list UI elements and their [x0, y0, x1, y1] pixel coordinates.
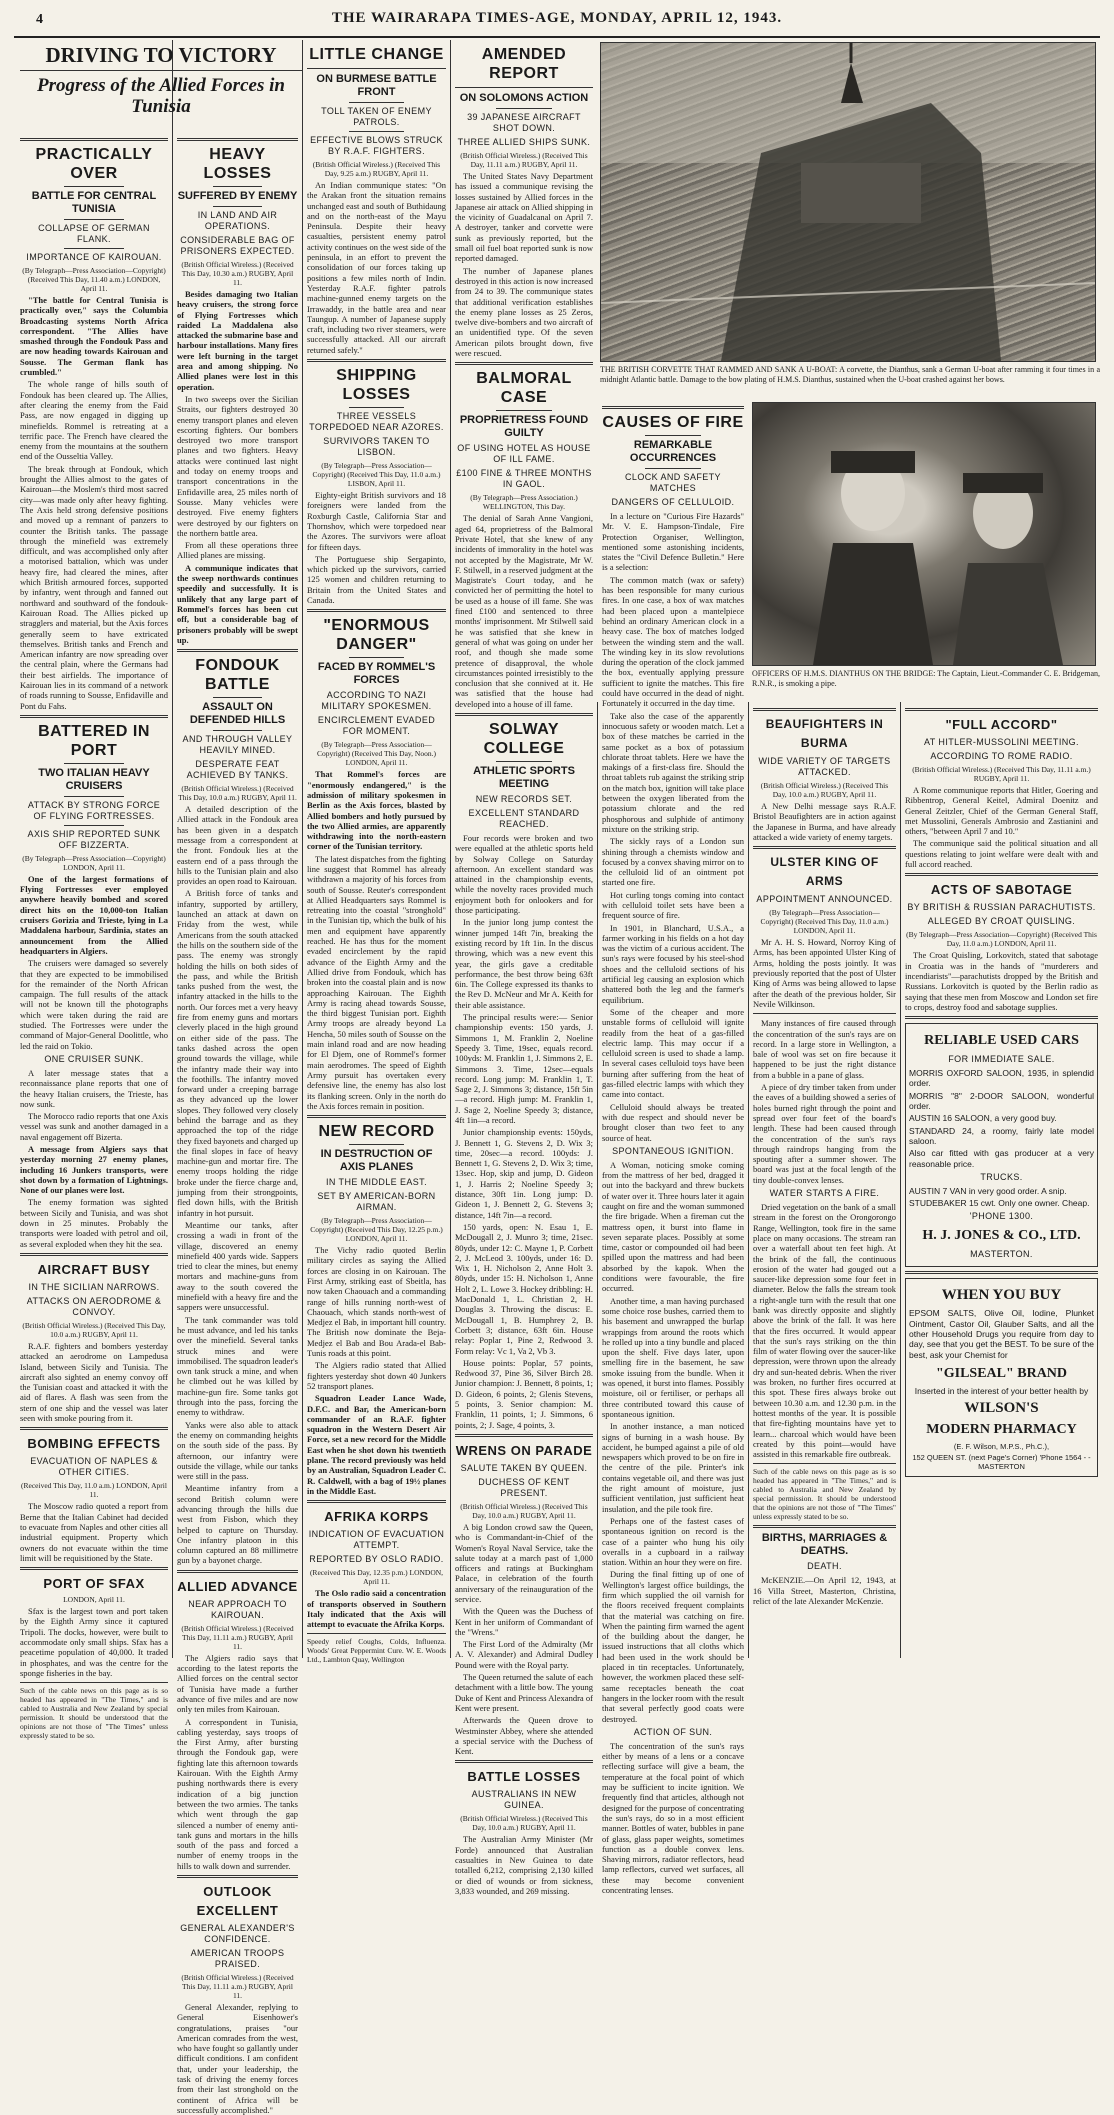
ad-line: STANDARD 24, a roomy, fairly late model saloon. [909, 1125, 1094, 1146]
dateline: (British Official Wireless.) (Received This Day, 11.11 a.m.) RUGBY, April 11. [181, 1623, 294, 1651]
dateline: (Received This Day, 11.0 a.m.) LONDON, April 11. [21, 1481, 167, 1500]
dateline: (By Telegraph—Press Association—Copyright) LONDON, April 11. [22, 853, 166, 872]
deck: AUSTRALIANS IN NEW GUINEA. [471, 1789, 577, 1811]
paragraph: General Alexander, replying to General Eisenhower's congratulations, praises "our American comrades from the west, who have fought so gallantly under difficult conditions. I am confident that, under your leadership, the task of driving the enemy forces from their last stronghold on the continent of Africa will be successfully accomplished." [177, 2002, 298, 2115]
deck: AT HITLER-MUSSOLINI MEETING. [924, 737, 1079, 747]
paragraph: In two sweeps over the Sicilian Straits, our fighters destroyed 30 enemy transport planes and eleven escorting fighters. Our bombers destroyed two more transport planes and two fighters. Heavy attacks were continued last night and today on enemy troops and transport concentrations in the Enfidaville area, 25 miles north of Sousse. Many vehicles were destroyed. Five enemy fighters were destroyed by our fighters on the northern battle area. [177, 393, 298, 538]
causes-of-fire-headline: CAUSES OF FIRE [602, 414, 744, 431]
dateline: (British Official Wireless.) (Received This Day, 10.0 a.m.) RUGBY, April 11. [760, 781, 889, 799]
afrika-korps-headline: AFRIKA KORPS [324, 1509, 429, 1525]
deck: APPOINTMENT ANNOUNCED. [756, 894, 893, 905]
deck: SALUTE TAKEN BY QUEEN. [460, 1462, 588, 1473]
paragraph: A New Delhi message says R.A.F. Bristol Beaufighters are in action against the Japanese in Burma, and have already attacked a wide variety of enemy targets. [753, 801, 896, 842]
paragraph: The concentration of the sun's rays either by means of a lens or a concave reflecting surface will give a beam, the temperature at the focal point of which may be sufficient to incite ignition. We frequently find that articles, although not designed for the purpose of concentrating the sun's rays, do so in a most efficient manner. Bottles of water, bubbles in pane of glass, glass paper weights, sometimes function as a double convex lens. Shaving mirrors, radiator reflectors, head lamp reflectors, curved wet surfaces, all these may become convenient concentrating lenses. [602, 1740, 744, 1895]
ad-owner: (E. F. Wilson, M.P.S., Ph.C.), [953, 1442, 1050, 1452]
deck: £100 FINE & THREE MONTHS IN GAOL. [456, 468, 592, 490]
deck: ALLEGED BY CROAT QUISLING. [927, 916, 1076, 927]
paragraph: The Vichy radio quoted Berlin military circles as saying the Allied forces are closing in on Kairouan. The First Army, striking east of Sbeitla, has now taken Chaouach and a commanding range of hills running north-west of Chaouach, which stands north-west of Medjez el Bab, in important hill country. The British now dominate the Beja-Medjez el Bab and Bou Arada-el Bab-Tunis roads at this point. [307, 1245, 446, 1359]
notices-header: BIRTHS, MARRIAGES & DEATHS. [761, 1532, 888, 1558]
paragraph: A later message states that a reconnaissance plane reports that one of the heavy Italian cruisers, the Trieste, has now sunk. [20, 1067, 168, 1109]
ad-sub: FOR IMMEDIATE SALE. [948, 1054, 1055, 1065]
allied-advance-headline: ALLIED ADVANCE [177, 1578, 298, 1594]
pharmacy-ad [905, 1278, 1098, 1477]
paragraph: Besides damaging two Italian heavy cruisers, the strong force of Flying Fortresses which raided La Maddalena also attacked the submarine base and harbour installations. Many fires were left burning in the target area and among shipping. No Allied planes were lost in this operation. [177, 289, 298, 392]
deck: ATTACK BY STRONG FORCE OF FLYING FORTRESSES. [27, 799, 161, 821]
banner-subheadline: Progress of the Allied Forces in Tunisia [37, 75, 285, 117]
deck: SET BY AMERICAN-BORN AIRMAN. [317, 1191, 436, 1213]
officers-illustration [753, 403, 1095, 665]
wrens-headline: WRENS ON PARADE [455, 1442, 593, 1458]
paragraph: In 1901, in Blanchard, U.S.A., a farmer working in his fields on a hot day was the victim of a curious accident. The sun's rays were focused by his steel-shod shoes and the celluloid sections of his artificial leg causing an explosion which shattered both the leg and the farmer's equilibrium. [602, 922, 744, 1005]
ad-town: MASTERTON. [970, 1249, 1033, 1260]
deck: EXCELLENT STANDARD REACHED. [468, 807, 580, 829]
paragraph: A big London crowd saw the Queen, who is Commandant-in-Chief of the Women's Royal Naval Service, take the salute today at a march past of 1,000 officers and ratings at Buckingham Palace, in celebration of the fourth anniversary of the reinauguration of the service. [455, 1521, 593, 1604]
deck: EFFECTIVE BLOWS STRUCK BY R.A.F. FIGHTERS. [310, 135, 443, 156]
paragraph: Perhaps one of the fastest cases of spontaneous ignition on record is the case of a painter who hung his oily overalls in a cupboard in a railway station. Within an hour they were on fire. [602, 1515, 744, 1568]
paragraph: A British force of tanks and infantry, supported by artillery, launched an attack at dawn on Friday from the west, while Americans from the south attacked the hills on the southern side of the pass. The enemy was strongly holding the hills on both sides of the pass, and while the British tanks pushed from the west, the infantry attacked in the hills to the north. Our forces met a very heavy fire from enemy guns and mortars cleverly placed in the high ground on either side of the pass. The tanks dashed across the open ground towards the village, while the infantry made their way into the foothills. The infantry moved forward under a creeping barrage as they advanced up the lower slopes. They followed very closely behind the barrage and as they approached the top of the ridge they fixed bayonets and charged up the final slopes in face of heavy machine-gun and mortar fire. The enemy troops holding the ridge broke under the fierce charge and, jumping from their strongpoints, fled down hills, with the British infantry in hot pursuit. [177, 888, 298, 1218]
paragraph: The Queen returned the salute of each detachment with a little bow. The young Duke of Kent and Princess Alexandra of Kent were present. [455, 1672, 593, 1713]
dateline: (British Official Wireless.) (Received This Day, 9.25 a.m.) RUGBY, April 11. [312, 160, 441, 178]
paragraph: The Algiers radio says that according to the latest reports the Allied forces on the central sector of Tunisia have made a further advance of five miles and are now only ten miles from Kairouan. [177, 1652, 298, 1715]
aircraft-busy-headline: AIRCRAFT BUSY [37, 1261, 151, 1277]
ad-line: AUSTIN 7 VAN in very good order. A snip. [909, 1185, 1067, 1196]
paragraph: Yanks were also able to attack the enemy on commanding heights on the south side of the pass. By afternoon, our infantry were outside the village, while our tanks were still in the pass. [177, 1419, 298, 1482]
column-1 [20, 134, 168, 1741]
paragraph: R.A.F. fighters and bombers yesterday attacked an aerodrome on Lampedusa Island, between Sicily and Tunisia. The aircraft also sighted an enemy convoy off the Tunisian coast and attacked it with the aid of flares. A flash was seen from the stern of one ship and the vessel was later seen with smoke pouring from it. [20, 1340, 168, 1424]
deck: DANGERS OF CELLULOID. [611, 497, 735, 507]
deck: WIDE VARIETY OF TARGETS ATTACKED. [758, 756, 891, 777]
dateline: (British Official Wireless.) (Received This Day, 11.11 a.m.) RUGBY, April 11. [181, 1973, 294, 2000]
paragraph: The enemy formation was sighted between Sicily and Tunisia, and was shot down in 25 minutes. Probably the transports were loaded with petrol and oil, as several exploded when they hit the sea. [20, 1197, 168, 1249]
paragraph: The tank commander was told he must advance, and led his tanks over the minefield. Several tanks struck mines and were immobilised. The squadron leader's own tank struck a mine, and when he climbed out he was killed by machine-gun fire. Some tanks got through into the pass, forcing the enemy to withdraw. [177, 1314, 298, 1418]
deck: ATHLETIC SPORTS MEETING [473, 764, 575, 790]
deck: OF USING HOTEL AS HOUSE OF ILL FAME. [457, 443, 591, 465]
deck: IN THE MIDDLE EAST. [326, 1177, 427, 1188]
deck: INDICATION OF EVACUATION ATTEMPT. [308, 1529, 445, 1551]
solway-headline: SOLWAY COLLEGE [483, 720, 565, 757]
deck: SUFFERED BY ENEMY [177, 190, 298, 202]
woods-ad: Speedy relief Coughs, Colds, Influenza. Woods' Great Peppermint Cure. W. E. Woods Ltd., Lambton Quay, Wellington [307, 1633, 446, 1664]
deck: THREE ALLIED SHIPS SUNK. [457, 137, 591, 147]
officers-photo [752, 402, 1096, 666]
new-record-headline: NEW RECORD [318, 1123, 435, 1141]
deck: SURVIVORS TAKEN TO LISBON. [323, 436, 430, 458]
deck: THREE VESSELS TORPEDOED NEAR AZORES. [309, 411, 444, 433]
battered-headline: BATTERED IN PORT [38, 722, 150, 759]
deck: NEAR APPROACH TO KAIROUAN. [188, 1598, 287, 1620]
deck: TOLL TAKEN OF ENEMY PATROLS. [321, 106, 432, 127]
paragraph: The denial of Sarah Anne Vangioni, aged 64, proprietress of the Balmoral Private Hotel, that she knew of any incidents of immorality in the hotel was not accepted by the Magistrate, Mr W. F. Stilwell, in a reserved judgment at the Magistrate's Court today, and he convicted her of permitting the hotel to be used as a house of ill fame. She was fined £100 and sentenced to three months' imprisonment. Mr Stilwell said he was satisfied that she knew in general of what was going on under her roof, and though she made some pretence of disapproval, the whole circumstances pointed irresistibly to the conclusion that she connived at it. He was satisfied that the house had developed into a house of ill fame. [455, 513, 593, 709]
paragraph: The common match (wax or safety) has been responsible for many curious fires. In one case, a box of wax matches had been placed upon a mantelpiece behind an ordinary American clock in a heavy case. The box of matches lodged between the winding stem and the wall. The winding key in its slow revolutions during the operation of the clock jammed the box, eventually applying pressure sufficient to ignite the matches. This fire could have occurred in the dead of night. Fortunately it occurred in the day time. [602, 574, 744, 709]
dateline: (British Official Wireless.) (Received This Day, 10.30 a.m.) RUGBY, April 11. [181, 260, 294, 287]
deck: DUCHESS OF KENT PRESENT. [478, 1476, 570, 1498]
deck: AND THROUGH VALLEY HEAVILY MINED. [182, 734, 293, 756]
page-number: 4 [36, 12, 43, 27]
paragraph: Hot curling tongs coming into contact with celluloid toilet sets have been a frequent source of fire. [602, 889, 744, 921]
dateline: (By Telegraph—Press Association—Copyright) (Received This Day, Noon.) LONDON, April 11. [317, 740, 436, 768]
paragraph: During the final fitting up of one of Wellington's largest office buildings, the firm which supplied the oil varnish for the floors received frequent complaints that the material was catching on fire. When the painting firm warned the agent of the building about the danger, he issued instructions that all cloths which had been used in the work should be placed in tin receptacles. Unfortunately, however, the workmen placed these self-same receptacles beneath the coat hangers in the locker room with the result that several perfectly good coats were destroyed. [602, 1569, 744, 1724]
practically-over-headline: PRACTICALLY OVER [35, 146, 153, 182]
paragraph: Dried vegetation on the bank of a small stream in the forest on the Orongorongo Range, Wellington, took fire in the same place on many occasions. The stream ran over a waterfall about ten feet high. At the brink of the fall, the continuous erosion of the water had gouged out a saucer-like depression some four feet in diameter. Below the falls the stream took a right-angle turn with the result that one bank was directly opposite and slightly above the brink of the fall. It was here that the fires occurred. It would appear that the sun's rays striking on the thin film of water flowing over the saucer-like depression, were thrown upon the already dry and sun-heated debris. When the river was broken, no further fires occurred at this spot. These fires always broke out between 10.30 a.m. and 12.30 p.m. in the hottest months of the year. It is possible that fire-fighting mountains have yet to learn... charcoal which would have been created by this point—would have assisted in this remarkable fire outbreak. [753, 1202, 896, 1460]
paragraph: The break through at Fondouk, which brought the Allies almost to the gates of Kairouan—the Moslem's third most sacred city—was made only after heavy fighting. The Axis held strong defensive positions and moved up a remnant of panzers to counter the British tanks. The passage through the minefield was extremely difficult, and was accomplished only after a motorised battalion, which was under heavy fire, had cleared the mines, after which British armoured forces, supported by infantry, went through and fanned out northward and southward of the fondouk-Kairouan Road. The Allies picked up stragglers and material, but the Axis forces generally seem to have extricated themselves. British tanks and French and American infantry are now spreading over the central plain, where the Germans had their best airfields. The importance of Kairouan lies in its command of a network of roads running to Sousse, Enfidaville and Pont du Fahs. [20, 463, 168, 711]
ad-name: WILSON'S [964, 1400, 1039, 1417]
column-rule [172, 40, 173, 1658]
paragraph: The First Lord of the Admiralty (Mr A. V. Alexander) and Admiral Dudley Pound were with the Royal party. [455, 1639, 593, 1670]
paragraph: With the Queen was the Duchess of Kent in her uniform of Commandant of the "Wrens." [455, 1606, 593, 1637]
paragraph: Mr A. H. S. Howard, Norroy King of Arms, has been appointed Ulster King of Arms, holding the posts jointly. It was previously reported that the post of Ulster King of Arms was being allowed to lapse after the death of the previous holder, Sir Nevile Wilkinson. [753, 937, 896, 1009]
paragraph: From all these operations three Allied planes are missing. [177, 540, 298, 561]
ad-line: Also car fitted with gas producer at a very reasonable price. [909, 1148, 1094, 1169]
ulster-headline: ULSTER KING OF ARMS [770, 855, 879, 889]
corvette-illustration [601, 43, 1095, 361]
fondouk-headline: FONDOUK BATTLE [195, 657, 280, 694]
paragraph: Many instances of fire caused through the concentration of the sun's rays are on record. In a large store in Wellington, a bale of wool was set on fire because it happened to be just the right distance from a bubble in a pane of glass. [753, 1018, 896, 1080]
ad-phone: 'PHONE 1300. [969, 1211, 1034, 1222]
column-3 [307, 42, 447, 1665]
subheading: WATER STARTS A FIRE. [769, 1188, 880, 1199]
enormous-danger-headline: "ENORMOUS DANGER" [323, 617, 430, 654]
paragraph: House points: Poplar, 57 points, Redwood 37, Pine 36, Silver Birch 28. Junior champion: J. Bennett, 8 points, 1; D. Gideon, 6 points, 2; Glenis Stevens, 5 points, 3. Senior champion: M. Franklin, 11 points, 1; J. Simmons, 6 points, 2; J. Sage, 4 points, 3. [455, 1357, 593, 1430]
column-5 [602, 402, 744, 1895]
paragraph: Eighty-eight British survivors and 18 foreigners were landed from the Roxburgh Castle, California Star and Thornshov, which were torpedoed near the Azores. The survivors were afloat for fifteen days. [307, 490, 446, 552]
paragraph: Squadron Leader Lance Wade, D.F.C. and Bar, the American-born commander of an R.A.F. fighter squadron in the Western Desert Air Force, set a new record for the Middle East when he shot down his twentieth plane. The record previously was held by an Australian, Squadron Leader C. R. Caldwell, with a bag of 19½ planes in the Middle East. [307, 1393, 446, 1496]
paragraph: The whole range of hills south of Fondouk has been cleared up. The Allies, after clearing the enemy from the Faid Pass, are now engaged in digging up minefields. Rommel is retreating at a terrific pace. The French have cleared the enemy from the mountains at the southern end of the Ousseltia Valley. [20, 379, 168, 462]
deck: FACED BY ROMMEL'S FORCES [317, 661, 436, 687]
dateline: LONDON, April 11. [63, 1595, 125, 1605]
dateline: (By Telegraph—Press Association—Copyright) (Received This Day, 12.25 p.m.) LONDON, April 11. [310, 1216, 443, 1244]
paragraph: A piece of dry timber taken from under the eaves of a building showed a series of holes burned right through the point and spread over four feet of the board's length. These had been caused through the concentration of the sun's rays through raindrops hanging from the spouting after a summer shower. The board was just at the focal length of the tiny double-convex lenses. [753, 1082, 896, 1185]
paragraph: 150 yards, open: N. Esau 1, E. McDougall 2, J. Munro 3; time, 21sec. 80yds, under 12: C. Mayne 1, P. Corbett 2, J. McLeod 3. 100yds, under 16: D. Wix 1, H. Nicholson 2, Anne Holt 3. 80yds, under 15: H. Nicholson 1, Anne Holt 2, L. Lowe 3. Hockey dribbling: H. MacDonald 1, L. Christian 2, H. Douglas 3. Throwing the discus: E. McDougall 1, B. Humphrey 2, B. Corbett 3; distance, 63ft 6in. House relay: Poplar 1, Pine 2, Redwood 3. Form relay: Vc 1, Va 2, Vb 3. [455, 1221, 593, 1356]
deck: ACCORDING TO NAZI MILITARY SPOKESMEN. [321, 690, 432, 712]
deck: IN DESTRUCTION OF AXIS PLANES [320, 1148, 433, 1174]
paragraph: Junior championship events: 150yds, J. Bennett 1, G. Stevens 2, D. Wix 3; time, 20sec—a record. 100yds: J. Bennett 1, G. Stevens 2, D. Wix 3; time, 13sec. Hop, skip and jump, D. Gideon 1, J. Harris 2; Noeline Speedy 3; distance, 30ft 1in. Long jump: D. Gideon 1, J. Bennett 2, G. Stevens 3; distance, 14ft 7in—a record. [455, 1127, 593, 1220]
paragraph: Some of the cheaper and more unstable forms of celluloid will ignite readily from the heat of a gas-filled electric lamp. This may occur if a celluloid screen is used to shade a lamp. In several cases celluloid toys have been burning after suffering from the heat of gas-filled electric lamps with which they came into contact. [602, 1006, 744, 1100]
paragraph: "The battle for Central Tunisia is practically over," says the Columbia Broadcasting systems North Africa correspondent. "The Allies have smashed through the Fondouk Pass and are now heading towards Kairouan and Sousse. The German flank has crumbled." [20, 295, 168, 378]
paragraph: Another time, a man having purchased some choice rose bushes, carried them to his basement and unwrapped the burlap wrappings from around the roots which he rolled up into a tiny bundle and placed upon the shelf. Five days later, upon smelling fire in the basement, he saw smoke issuing from the bundle. When it was opened, it burst into flames. Possibly moisture, oil or fertiliser, or perhaps all three contributed toward this cause of spontaneous ignition. [602, 1295, 744, 1419]
paragraph: The principal results were:— Senior championship events: 150 yards, J. Simmons 1, M. Franklin 2, Noeline Speedy 3. Time, 19sec, equals record. 100yds: M. Franklin 1, J. Simmons 2, E. Simmons 3. Time, 12sec—equals record. Long jump: M. Franklin 1, T. Sage 2, J. Simmons 3; distance, 15ft 5in—a record. High jump: M. Franklin 1, J. Sage 2, Noeline Speedy 3; distance, 4ft 1in—a record. [455, 1012, 593, 1125]
deck: CONSIDERABLE BAG OF PRISONERS EXPECTED. [180, 235, 295, 256]
paragraph: Sfax is the largest town and port taken by the Eighth Army since it captured Tripoli. The docks, however, were built to accommodate only small ships. Sfax has a peacetime population of 40,000. It traded in phosphates, and was the centre for the sponge fisheries in the bay. [20, 1606, 168, 1678]
deck: AMERICAN TROOPS PRAISED. [190, 1948, 285, 1969]
paragraph: The Morocco radio reports that one Axis vessel was sunk and another damaged in a naval engagement off Bizerta. [20, 1111, 168, 1142]
officers-photo-block [752, 402, 1100, 702]
used-cars-ad [905, 1023, 1098, 1267]
pharmacy-headline: WHEN YOU BUY [941, 1287, 1062, 1304]
paragraph: The latest dispatches from the fighting line suggest that Rommel has already withdrawn a majority of his forces from south of Sousse. Reuter's correspondent at Allied Headquarters says Rommel is retreating into the coastal "stronghold" in the Tunisian tip, which the bulk of his men and equipment have apparently reached. He has thus for the moment evaded encirclement by the rapid advance of the Eighth Army and the Allied drive from Fondouk, which has broken into the coastal plain and is now approaching Kairouan. The Eighth Army is racing ahead towards Sousse, the third biggest Tunisian port. Eighth Army troops are already beyond La Hencha, 50 miles south of Sousse on the main inland road and are now heading for El Djem, one of Rommel's former main aerodromes. The speed of Eighth Army pursuit has overtaken every defensive line, the enemy has also lost its flanking screen. Only in the north do the Axis forces remain in position. [307, 853, 447, 1111]
paragraph: The Australian Army Minister (Mr Forde) announced that Australian casualties in New Guinea to date totalled 6,212, comprising 2,130 killed or died of wounds or from sickness, 3,833 wounded, and 269 missing. [455, 1834, 593, 1896]
banner-headline: DRIVING TO VICTORY [45, 43, 277, 67]
subheading: ACTION OF SUN. [633, 1726, 713, 1737]
subheading: ONE CRUISER SUNK. [44, 1053, 144, 1064]
paragraph: An Indian communique states: "On the Arakan front the situation remains unchanged east and south of Buthidaung and on the north-east of the Mayu Peninsula. Despite their heavy casualties, persistent enemy patrol activity continues on the west side of the peninsula, in an effort to prevent the consolidation of our forces taking up positions a few miles north of Indin. Yesterday R.A.F. fighter patrols machine-gunned enemy targets on the Irrawaddy, in the battle area and near Taungup. A number of Japanese supply craft, including two river steamers, were successfully attacked. All our aircraft returned safely." [307, 180, 446, 355]
deck: ON BURMESE BATTLE FRONT [316, 73, 437, 98]
paragraph: The number of Japanese planes destroyed in this action is now increased from 24 to 39. The communique states that additional verification establishes the enemy plane losses as 25 Zeros, twelve dive-bombers and two aircraft of an unidentified type. Of the seven American pilots brought down, five were rescued. [455, 265, 593, 359]
deck: DESPERATE FEAT ACHIEVED BY TANKS. [186, 759, 289, 781]
paragraph: In a lecture on "Curious Fire Hazards" Mr. V. E. Hampson-Tindale, Fire Protection Organiser, Wellington, mentioned some astonishing incidents, states the "Civil Defence Bulletin." Here is a selection: [602, 511, 744, 573]
dateline: (British Official Wireless.) (Received This Day, 10.0 a.m.) RUGBY, April 11. [460, 1501, 588, 1520]
paragraph: The sickly rays of a London sun shining through a chemists window and focused by a convex shaving mirror on to the celluloid lid of an ointment pot started one fire. [602, 836, 744, 888]
column-rule [597, 702, 598, 1658]
cable-note: Such of the cable news on this page as is so headed has appeared in "The Times," and is cabled to Australia and New Zealand by special permission. It should be understood that the opinions are not those of "The Times" unless expressly stated to be so. [753, 1463, 896, 1521]
ad-line: EPSOM SALTS, Olive Oil, Iodine, Plunket Ointment, Castor Oil, Glauber Salts, and all the other Household Drugs you require from day to day, see that you get the BEST. To be sure of the best, ask your Chemist for [909, 1308, 1094, 1360]
paragraph: Four records were broken and two were equalled at the athletic sports held by Solway College on Saturday afternoon. An excellent standard was attained in the championship events, while the novelty races provided much enjoyment both for onlookers and for those participating. [455, 832, 593, 916]
ad-brand: "GILSEAL" BRAND [935, 1365, 1068, 1381]
dateline: (Received This Day, 12.35 p.m.) LONDON, April 11. [309, 1568, 444, 1587]
deck: ACCORDING TO ROME RADIO. [930, 751, 1073, 761]
paragraph: The Croat Quisling, Lorkovitch, stated that sabotage in Croatia was in the hands of "murderers and incendiarists"—parachutists dropped by the British and Russians. Lorkovitch is quoted by the Berlin radio as saying that these men from Moscow and London set fire to crops, destroy food and sabotage supplies. [905, 950, 1098, 1012]
deck: CLOCK AND SAFETY MATCHES [625, 472, 721, 493]
paragraph: Meantime infantry from a second British column were advancing through the hills due west from Fisbon, which they helped to capture on Thursday. One infantry platoon in this column captured an 88 millimetre gun by a bayonet charge. [177, 1483, 298, 1566]
heavy-losses-headline: HEAVY LOSSES [203, 146, 272, 182]
paragraph: A Rome communique reports that Hitler, Goering and Ribbentrop, General Keitel, Admiral Doenitz and General Zeitzler, Chief of the German General Staff, met Mussolini, Generals Ambrosio and Zastianini and others, "between April 7 and 10." [905, 785, 1098, 837]
dateline: (British Official Wireless.) (Received This Day, 10.0 a.m.) RUGBY, April 11. [460, 1814, 588, 1833]
column-rule [900, 702, 901, 1658]
deck: BATTLE FOR CENTRAL TUNISIA [31, 190, 157, 215]
sabotage-headline: ACTS OF SABOTAGE [930, 882, 1073, 898]
paragraph: That Rommel's forces are "enormously endangered," is the admission of military spokesmen in Berlin as the Axis forces, blasted by Allied bombers and hotly pursued by the two Allied armies, are apparently withdrawing into the north-eastern corner of the Tunisian territory. [307, 769, 446, 852]
balmoral-headline: BALMORAL CASE [476, 370, 572, 407]
paragraph: A detailed description of the Allied attack in the Fondouk area has been given in a despatch message from a correspondent at the front. Fondouk lies at the eastern end of a pass through the hills to the Tunisian plain and also provides an open road to Kairouan. [177, 804, 298, 887]
deck: AXIS SHIP REPORTED SUNK OFF BIZZERTA. [27, 828, 161, 850]
paragraph: Celluloid should always be treated with due respect and should never be brought closer than two feet to any source of heat. [602, 1101, 744, 1143]
shipping-headline: SHIPPING LOSSES [336, 367, 417, 404]
amended-report-headline: AMENDED REPORT [481, 46, 567, 82]
deck: ON SOLOMONS ACTION [459, 92, 589, 104]
ad-address: 152 QUEEN ST. (next Page's Corner) 'Phone 1564 - - MASTERTON [912, 1453, 1091, 1472]
dateline: (British Official Wireless.) (Received This Day, 10.0 a.m.) RUGBY, April 11. [178, 784, 297, 803]
ad-line: MORRIS OXFORD SALOON, 1935, in splendid order. [909, 1068, 1094, 1089]
ad-sub: TRUCKS. [980, 1171, 1023, 1182]
column-rule [450, 40, 451, 1658]
paragraph: Afterwards the Queen drove to Westminster Abbey, where she attended a special service with the Duchess of Kent. [455, 1715, 593, 1757]
paragraph: The communique said the political situation and all questions relating to joint welfare were dealt with and full accord reached. [905, 838, 1098, 870]
dateline: (British Official Wireless.) (Received This Day, 10.0 a.m.) RUGBY, April 11. [22, 1320, 166, 1339]
officers-caption: OFFICERS OF H.M.S. DIANTHUS ON THE BRIDGE: The Captain, Lieut.-Commander C. E. Bridgeman, R.N.R., is smoking a pipe. [752, 669, 1100, 688]
paragraph: A message from Algiers says that yesterday morning 27 enemy planes, including 16 Junkers transports, were shot down by a formation of Lightnings. None of our planes were lost. [20, 1144, 168, 1196]
deck: EVACUATION OF NAPLES & OTHER CITIES. [30, 1456, 158, 1478]
deck: IN LAND AND AIR OPERATIONS. [197, 210, 278, 231]
deck: GENERAL ALEXANDER'S CONFIDENCE. [180, 1923, 295, 1944]
paragraph: The Oslo radio said a concentration of transports observed in Southern Italy indicated that the Axis will attempt to evacuate the Afrika Korps. [307, 1588, 446, 1630]
paragraph: A correspondent in Tunisia, cabling yesterday, says troops of the First Army, after bursting through the Fondouk gap, were fighting late this afternoon towards Kairouan. With the Eighth Army pushing northwards there is every indication of a big junction between the two armies. The tanks which went through the gap silenced a number of enemy anti-tank guns and mortars in the hills south of the pass and forced a number of enemy troops in the hills to walk down and surrender. [177, 1716, 298, 1871]
column-6 [753, 704, 896, 1656]
tunisia-banner [20, 42, 302, 128]
deck: IMPORTANCE OF KAIROUAN. [26, 252, 162, 262]
column-4 [455, 42, 593, 1896]
column-rule [748, 702, 749, 1658]
deck: IN THE SICILIAN NARROWS. [28, 1281, 160, 1292]
subheading: SPONTANEOUS IGNITION. [612, 1145, 734, 1156]
paragraph: The United States Navy Department has issued a communique revising the losses sustained by Allied forces in the Japanese air attack on Allied shipping in the vicinity of Guadalcanal on April 7. A destroyer, tanker and corvette were sunk as previously reported, but the small oil fuel boat reported sunk is now reported damaged. [455, 171, 593, 264]
paragraph: The Algiers radio stated that Allied fighters yesterday shot down 40 Junkers 52 transport planes. [307, 1360, 446, 1391]
dateline: (British Official Wireless.) (Received This Day, 11.11 a.m.) RUGBY, April 11. [460, 151, 588, 169]
deck: PROPRIETRESS FOUND GUILTY [459, 414, 589, 440]
paragraph: In the junior long jump contest the winner jumped 14ft 7in, breaking the existing record by 1ft 1in. In the discus throwing, which was a new event this year, the girls gave a creditable performance, the best throw being 63ft 6in. The College expressed its thanks to the Rev D. McNeur and Mr A. Keith for their able assistance. [455, 917, 593, 1010]
corvette-photo-block [600, 42, 1100, 400]
deck: ATTACKS ON AERODROME & CONVOY. [26, 1295, 162, 1317]
deck: BY BRITISH & RUSSIAN PARACHUTISTS. [907, 902, 1096, 913]
paragraph: One of the largest formations of Flying Fortresses ever employed anywhere heavily bombed and scored direct hits on the 10,000-ton Italian cruisers Gorizia and Trieste, lying in La Maddalena harbour, Sardinia, states an announcement from the Allied headquarters in Algiers. [20, 873, 168, 956]
paragraph: The cruisers were damaged so severely that they are expected to be immobilised for the remainder of the North African campaign. The full results of the attack will not be known till the photographs which were taken during the raid are studied. The Fortresses were under the command of Major-General Doolittle, who led the raid on Tokio. [20, 958, 168, 1051]
dateline: (By Telegraph—Press Association—Copyright) (Received This Day, 11.0 a.m.) LONDON, April 11. [906, 930, 1097, 949]
bombing-headline: BOMBING EFFECTS [27, 1436, 161, 1452]
deck: REPORTED BY OSLO RADIO. [309, 1554, 444, 1565]
deck: TWO ITALIAN HEAVY CRUISERS [38, 766, 150, 792]
cable-note: Such of the cable news on this page as is so headed has appeared in "The Times," and is cabled to Australia and New Zealand by special permission. It should be understood that the opinions are not those of "The Times" unless expressly stated to be so. [20, 1682, 168, 1740]
death-notice: McKENZIE.—On April 12, 1943, at 16 Villa Street, Masterton, Christina, relict of the late Alexander McKenzie. [753, 1575, 896, 1607]
notices-sub: DEATH. [807, 1561, 842, 1572]
full-accord-headline: "FULL ACCORD" [945, 717, 1058, 732]
deck: 39 JAPANESE AIRCRAFT SHOT DOWN. [467, 112, 581, 133]
outlook-headline: OUTLOOK EXCELLENT [196, 1884, 279, 1918]
deck: REMARKABLE OCCURRENCES [629, 439, 717, 464]
little-change-headline: LITTLE CHANGE [309, 46, 444, 63]
paragraph: The Moscow radio quoted a report from Berne that the Italian Cabinet had decided to evacuate from Naples and other cities all industrial equipment. Property which owners do not evacuate within the time limit will be requisitioned by the State. [20, 1501, 168, 1563]
beaufighters-headline: BEAUFIGHTERS IN BURMA [765, 717, 884, 750]
paragraph: The Portuguese ship Sergapinto, which picked up the survivors, carried 125 women and children returning to Britain from the United States and Canada. [307, 553, 446, 606]
deck: NEW RECORDS SET. [475, 793, 573, 804]
corvette-caption: THE BRITISH CORVETTE THAT RAMMED AND SANK A U-BOAT: A corvette, the Dianthus, sank a German U-boat after ramming it four times in a midnight Atlantic battle. Damage to the bow plating of H.M.S. Dianthus, sustained when the U-boat crashed against her bows. [600, 365, 1100, 384]
dateline: (British Official Wireless.) (Received This Day, 11.11 a.m.) RUGBY, April 11. [912, 765, 1091, 783]
ad-line: MORRIS "8" 2-DOOR SALOON, wonderful order. [909, 1090, 1094, 1112]
corvette-photo [600, 42, 1096, 362]
column-2 [177, 134, 298, 2115]
ad-name: MODERN PHARMACY [926, 1422, 1077, 1438]
sfax-headline: PORT OF SFAX [43, 1576, 145, 1592]
masthead-title: THE WAIRARAPA TIMES-AGE, MONDAY, APRIL 12, 1943. [331, 10, 783, 26]
battle-losses-headline: BATTLE LOSSES [467, 1769, 581, 1785]
paragraph: Take also the case of the apparently innocuous safety or wooden match. Let a box of these matches be carried in the same pocket as a box of potassium chlorate throat tablets. Here we have the makings of a first-class fire. Should the throat tablets rub against the striking strip on the match box, ignition will take place between the oxygen liberated from the potassium chlorate and the red phosphorous and sulphide of antimony mixture on the striking strip. [602, 710, 744, 834]
deck: ASSAULT ON DEFENDED HILLS [189, 701, 286, 727]
masthead [14, 6, 1100, 38]
column-rule [302, 40, 303, 1658]
ad-line: Inserted in the interest of your better health by [914, 1385, 1089, 1396]
dateline: (By Telegraph—Press Association—Copyright) (Received This Day, 11.0 a.m.) LONDON, April 11. [760, 908, 889, 936]
paragraph: A Woman, noticing smoke coming from the mattress of her bed, dragged it out into the backyard and threw buckets of water over it. Three hours later it again caught on fire and the woman summoned the fire brigade. When a fireman cut the mattress open, it burst into flame in seven separate places. Possibly at some time, castor or compounded oil had been spilled upon the mattress and had been absorbed by the kapok. When the conditions were favourable, the fire occurred. [602, 1159, 744, 1294]
dateline: (By Telegraph—Press Association—Copyright) (Received This Day, 11.40 a.m.) LONDON, April 11. [22, 266, 166, 293]
deck: COLLAPSE OF GERMAN FLANK. [38, 223, 150, 244]
paragraph: A communique indicates that the sweep northwards continues speedily and successfully. It is unlikely that any large part of Rommel's forces has been cut off, but a considerable bag of prisoners probably will be swept up. [177, 562, 298, 645]
used-cars-headline: RELIABLE USED CARS [924, 1033, 1079, 1049]
ad-line: STUDEBAKER 15 cwt. Only one owner. Cheap. [909, 1198, 1090, 1209]
column-7 [905, 704, 1098, 1656]
paragraph: Meantime our tanks, after crossing a wadi in front of the village, discovered an enemy minefield 400 yards wide. Sappers tried to clear the mines, but enemy mortars and machine-guns from away to the south covered the minefield with a heavy fire and the sappers were unsuccessful. [177, 1219, 298, 1313]
ad-line: AUSTIN 16 SALOON, a very good buy. [909, 1113, 1057, 1124]
dateline: (By Telegraph—Press Association—Copyright) (Received This Day, 11.0 a.m.) LISBON, April 11. [312, 461, 441, 489]
deck: ENCIRCLEMENT EVADED FOR MOMENT. [317, 715, 436, 737]
dateline: (By Telegraph—Press Association.) WELLINGTON, This Day. [470, 493, 578, 512]
ad-dealer: H. J. JONES & CO., LTD. [922, 1228, 1081, 1244]
paragraph: In another instance, a man noticed signs of burning in a wash house. By accident, he bumped against a pile of old newspapers which proved to be on fire in the centre of the pile. Printer's ink contains vegetable oil, and there was just the right amount of moisture, just sufficient ventilation, just sufficient heat insulation, and the pile took fire. [602, 1421, 744, 1514]
